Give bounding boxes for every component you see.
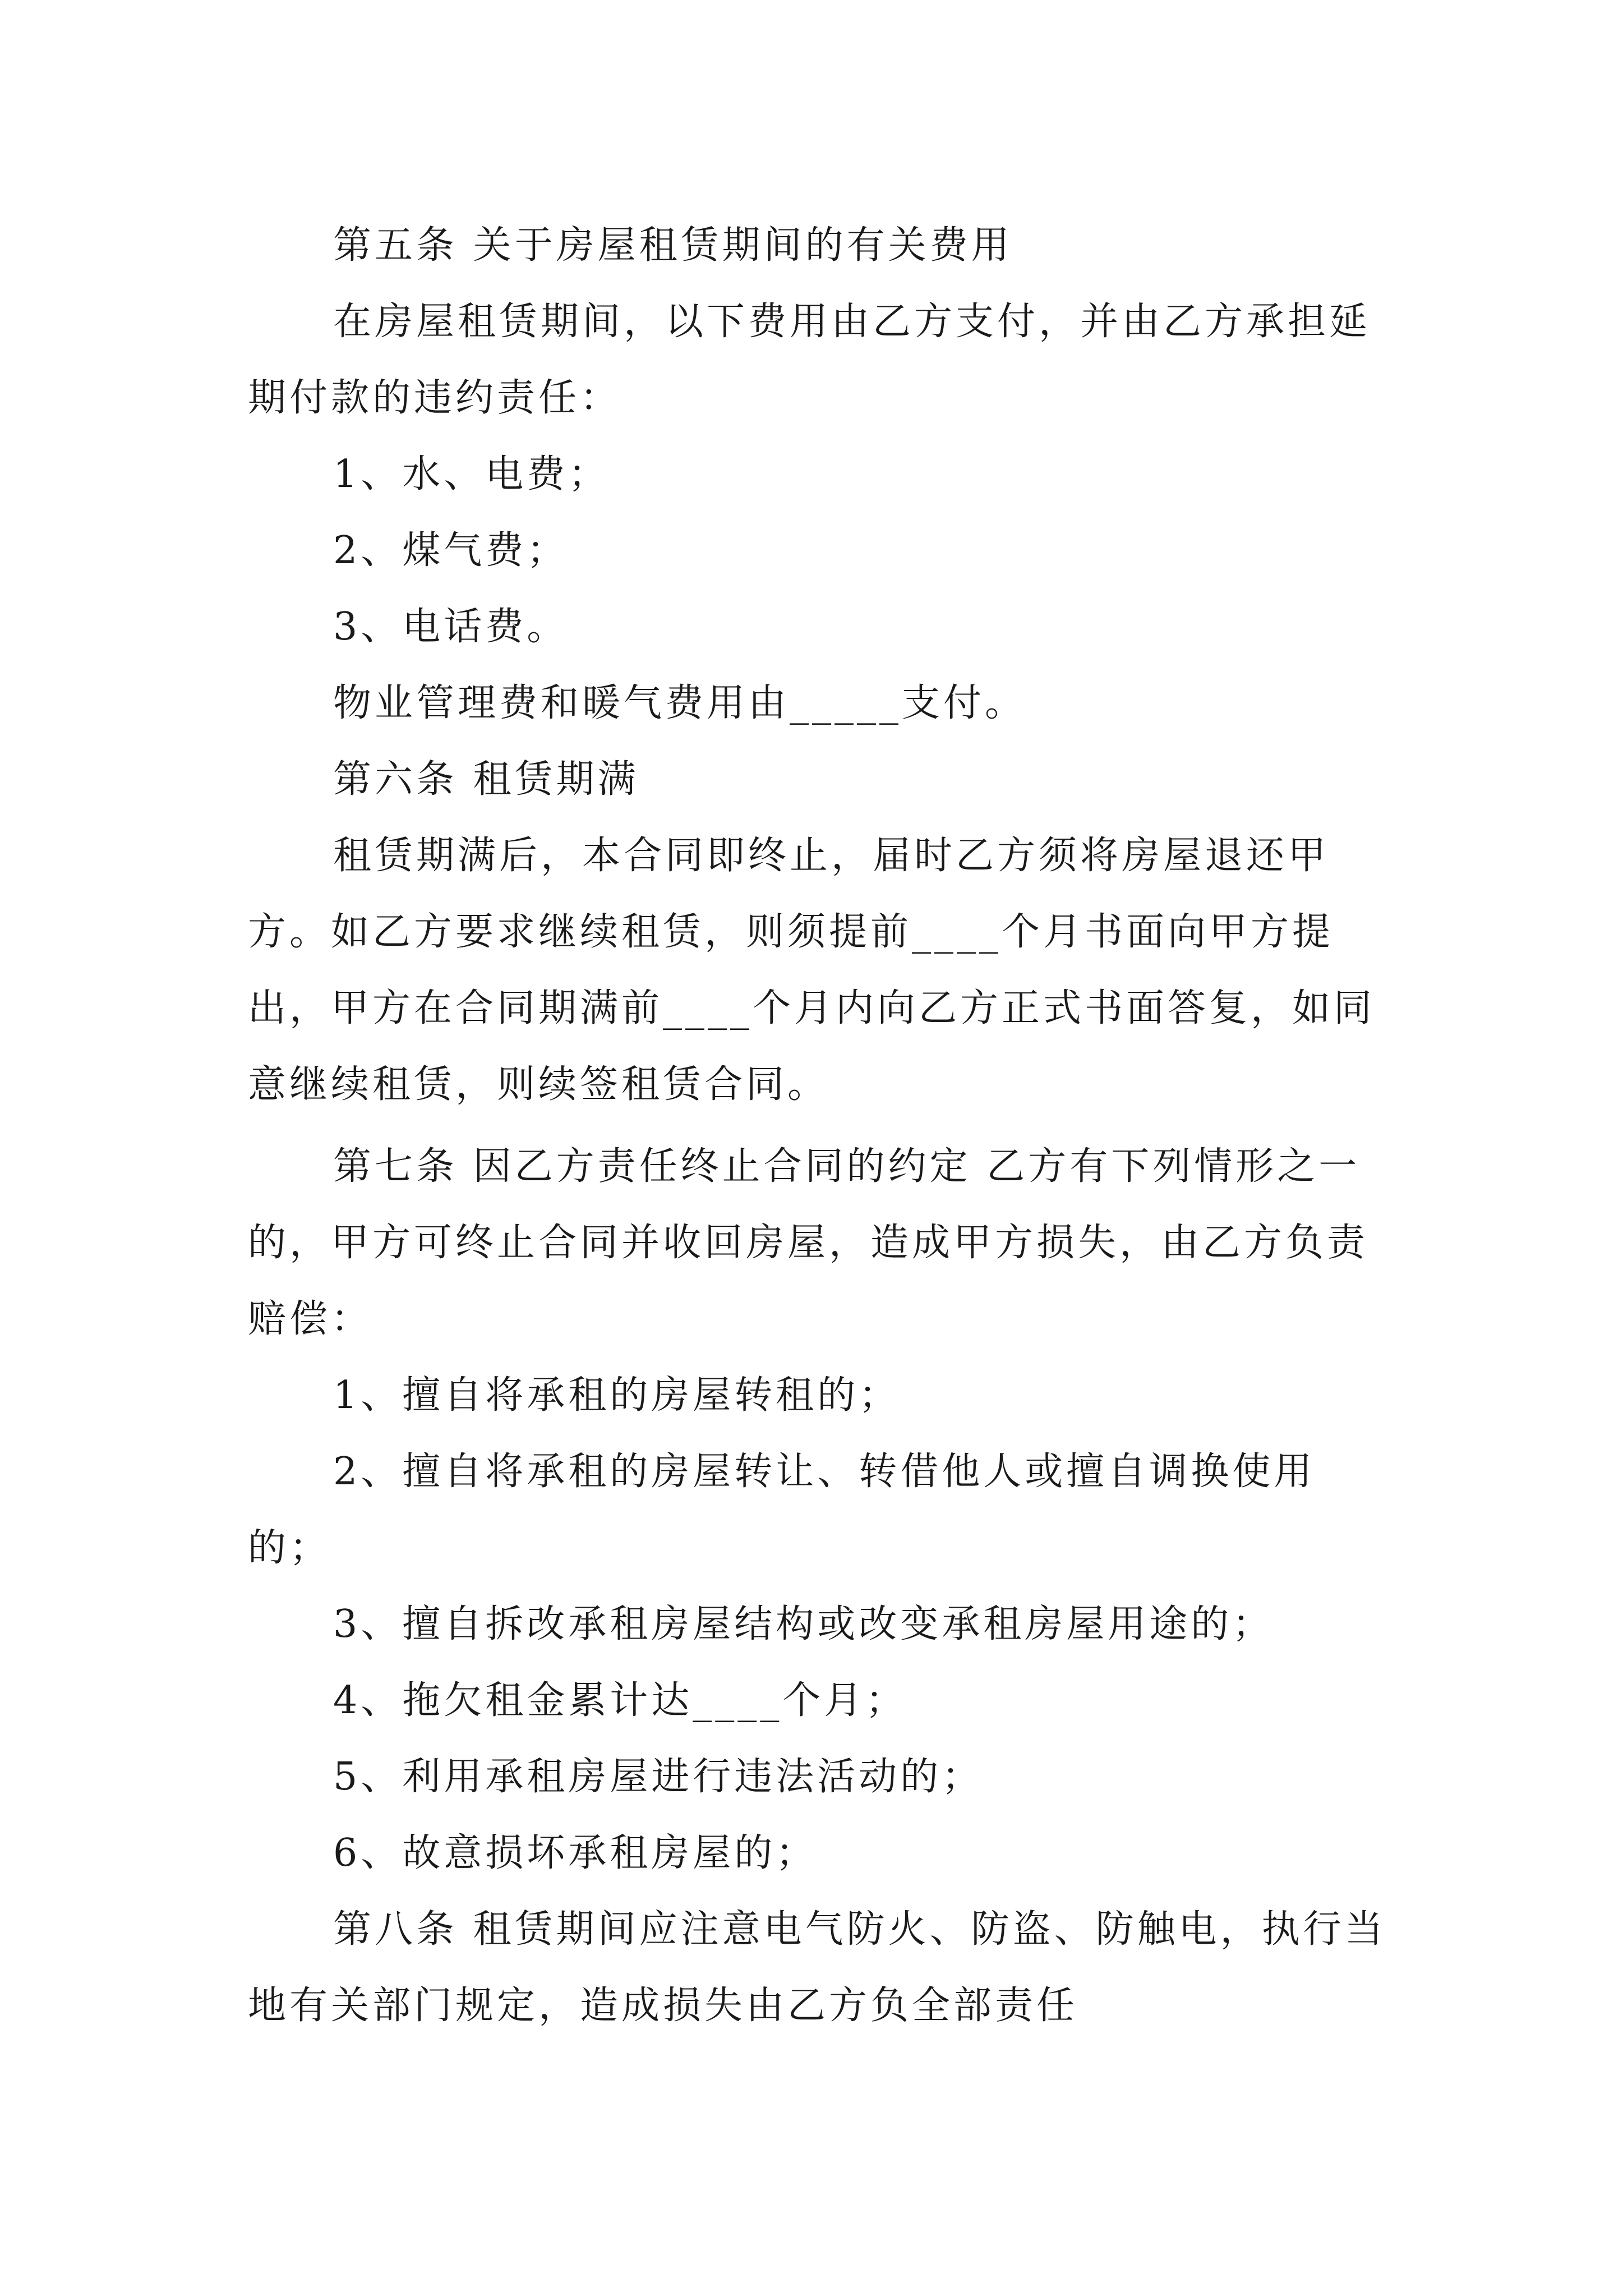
article-7-item-5: 5、利用承租房屋进行违法活动的； [333,1755,984,1799]
article-7-item-2: 2、擅自将承租的房屋转让、转借他人或擅自调换使用的； [248,1450,1316,1570]
article-6-heading: 第六条 租赁期满 [333,757,639,802]
article-5-note: 物业管理费和暖气费用由_____支付。 [333,681,1027,725]
article-6-body: 租赁期满后，本合同即终止，届时乙方须将房屋退还甲方。如乙方要求继续租赁，则须提前____个月书面向甲方提出，甲方在合同期满前____个月内向乙方正式书面答复，如同意继续租赁，则续签租赁合同。 [248,834,1376,1107]
article-5-item-3: 3、电话费。 [333,605,569,649]
article-7-item-6: 6、故意损坏承租房屋的； [333,1831,818,1875]
document-body [248,208,1392,2044]
article-7-body: 第七条 因乙方责任终止合同的约定 乙方有下列情形之一的，甲方可终止合同并收回房屋，造成甲方损失，由乙方负责赔偿： [248,1144,1369,1341]
article-5-item-2: 2、煤气费； [333,528,569,573]
article-7-item-1: 1、擅自将承租的房屋转租的； [333,1373,901,1418]
article-5-heading: 第五条 关于房屋租赁期间的有关费用 [333,223,1013,268]
article-5-body: 在房屋租赁期间，以下费用由乙方支付，并由乙方承担延期付款的违约责任： [248,300,1371,420]
article-7-item-4: 4、拖欠租金累计达____个月； [333,1678,907,1723]
article-5-item-1: 1、水、电费； [333,452,610,496]
article-8-body: 第八条 租赁期间应注意电气防火、防盗、防触电，执行当地有关部门规定，造成损失由乙方负全部责任 [248,1907,1386,2028]
article-7-item-3: 3、擅自拆改承租房屋结构或改变承租房屋用途的； [333,1602,1274,1646]
